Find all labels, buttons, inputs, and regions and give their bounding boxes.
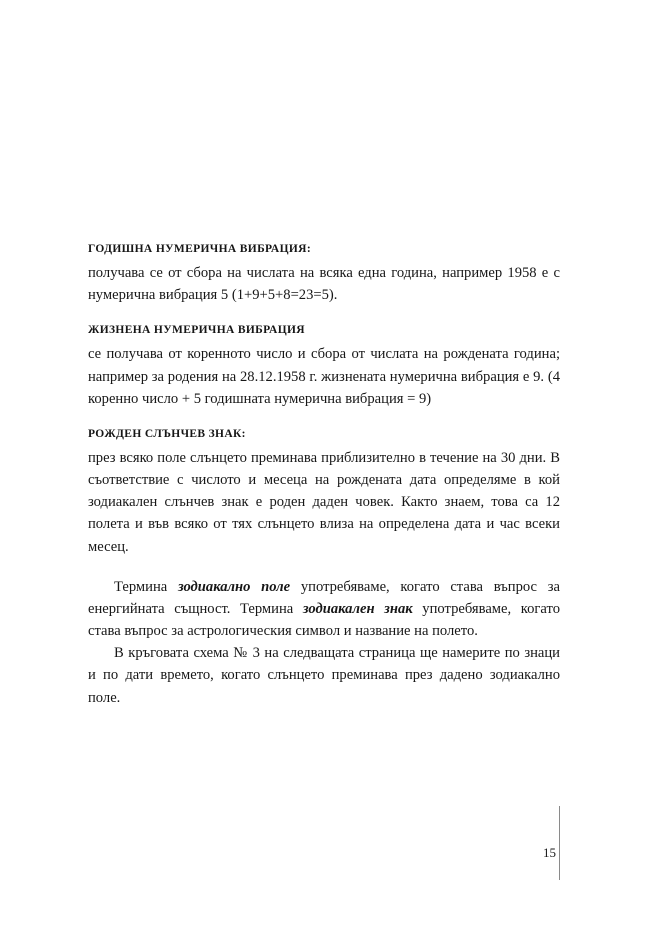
closing-paragraph-1 bbox=[88, 576, 560, 643]
section-paragraph: се получава от коренното число и сбора от числата на рождената година; например за родения на 28.12.1958 г. жизнената нумерична вибрация е 9. (4 коренно число + 5 годишната нумерична вибрация = 9) bbox=[88, 346, 560, 407]
section-heading: ЖИЗНЕНА НУМЕРИЧНА ВИБРАЦИЯ bbox=[88, 324, 305, 337]
section-closing bbox=[88, 576, 560, 709]
closing-text-3: употребяваме, когато става въпрос за астрологическия символ и название на полето. bbox=[88, 600, 560, 640]
closing-text-2: употребяваме, когато става въпрос за енергийната същност. Термина bbox=[88, 578, 560, 617]
section-yearly-vibration bbox=[88, 243, 560, 306]
section-paragraph: получава се от сбора на числата на всяка една година, например 1958 е с нумерична вибрация 5 (1+9+5+8=23=5). bbox=[88, 265, 560, 304]
section-heading: РОЖДЕН СЛЪНЧЕВ ЗНАК: bbox=[88, 427, 246, 440]
section-paragraph: през всяко поле слънцето преминава приблизително в течение на 30 дни. В съответствие с числото и месеца на рождената дата определяме в кой зодиакален слънчев знак е роден даден човек. Както знаем, това са 12 полета и във всяко от тях слънцето влиза на определена дата и час всеки месец. bbox=[88, 449, 560, 555]
section-heading: ГОДИШНА НУМЕРИЧНА ВИБРАЦИЯ: bbox=[88, 243, 312, 255]
closing-paragraph-2: В кръговата схема № 3 на следващата страница ще намерите по знаци и по дати времето, когато слънцето преминава през дадено зодиакално поле. bbox=[88, 645, 560, 706]
term-zodiacal-sign: зодиакален знак bbox=[302, 600, 413, 617]
footer-divider bbox=[559, 806, 560, 880]
page-number: 15 bbox=[543, 845, 556, 860]
term-zodiacal-field: зодиакално поле bbox=[177, 578, 291, 595]
section-sun-sign bbox=[88, 428, 560, 558]
closing-text-1: Термина bbox=[114, 578, 178, 595]
page-content bbox=[88, 243, 560, 727]
section-life-vibration bbox=[88, 324, 560, 410]
